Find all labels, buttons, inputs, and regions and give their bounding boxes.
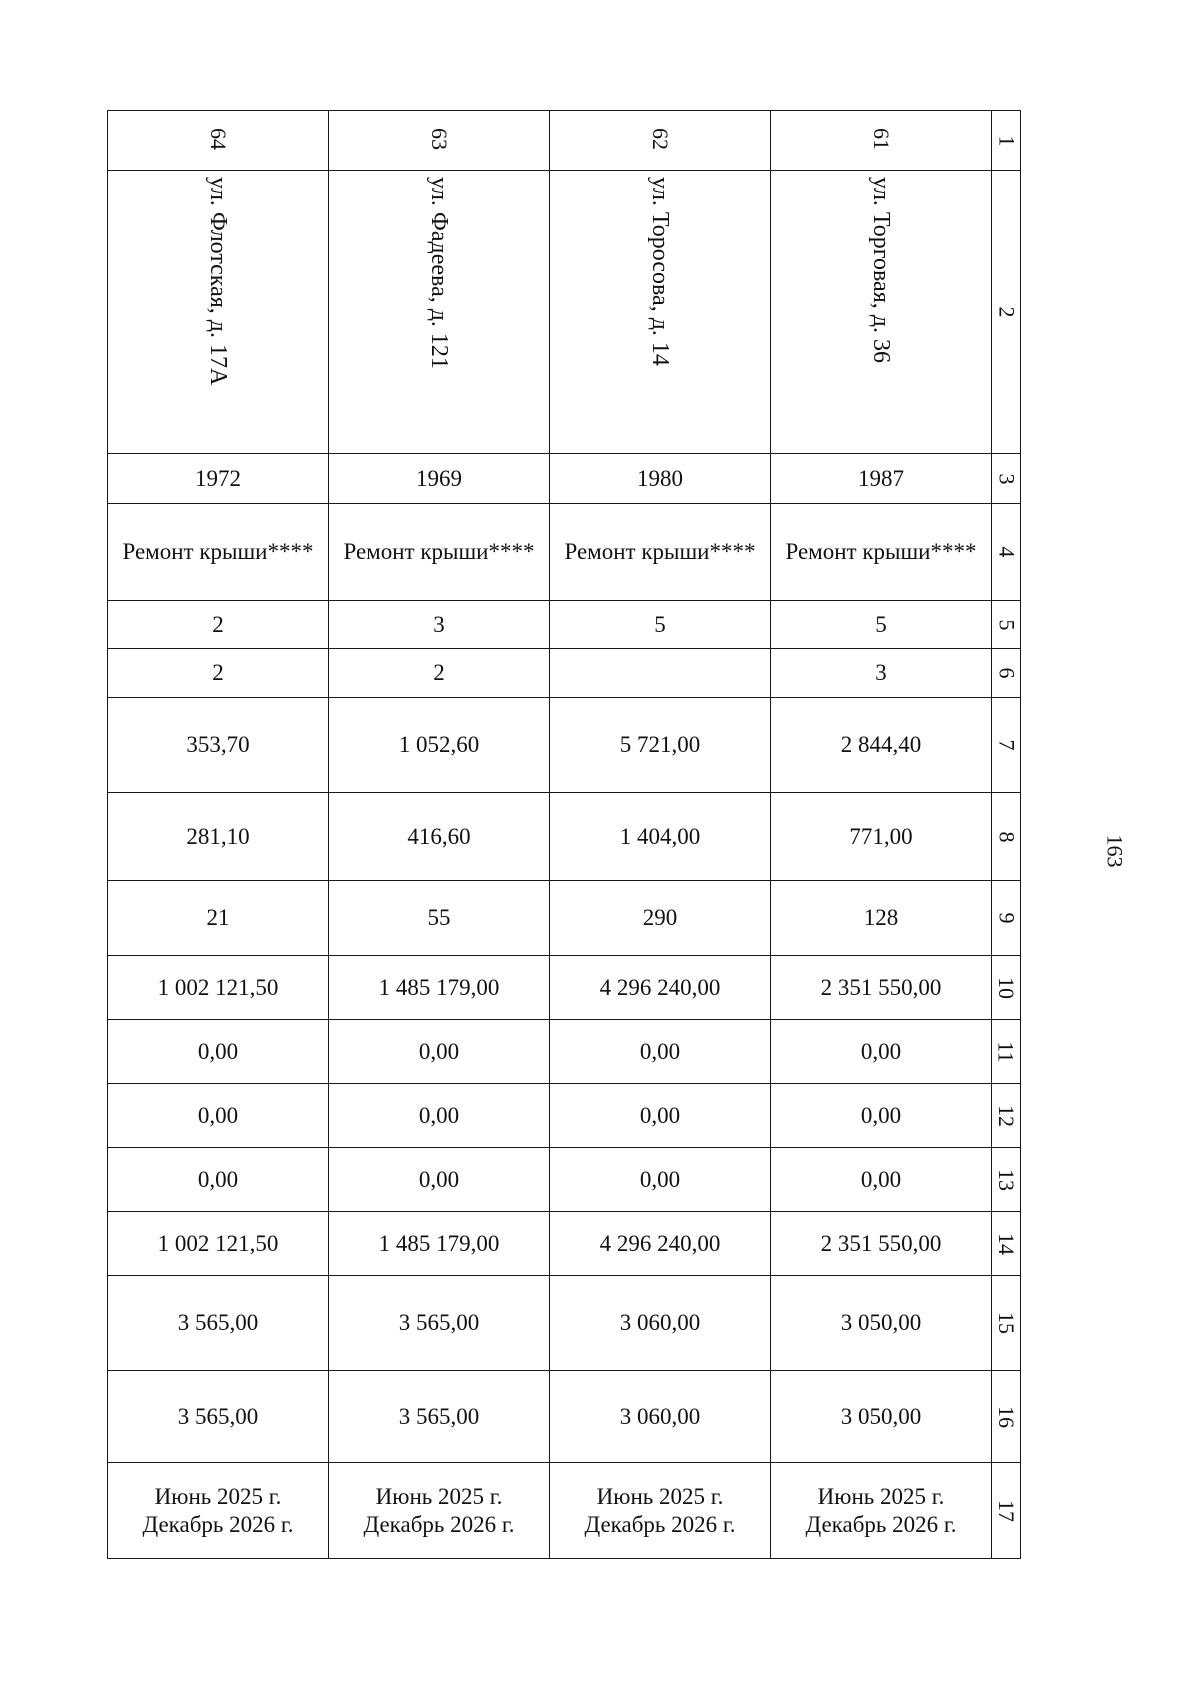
table-row <box>108 454 1021 504</box>
data-cell: 0,00 <box>771 1148 992 1212</box>
data-cell: 3 050,00 <box>771 1371 992 1463</box>
data-cell: 2 844,40 <box>771 698 992 793</box>
table-row <box>108 1020 1021 1084</box>
data-cell: 0,00 <box>771 1084 992 1148</box>
column-number-cell <box>992 601 1021 649</box>
period-cell <box>550 1463 771 1559</box>
address-text: ул. Торговая, д. 36 <box>868 177 894 363</box>
data-cell: 3 060,00 <box>550 1371 771 1463</box>
year-cell: 1972 <box>108 454 329 504</box>
record-number-cell <box>329 111 550 171</box>
repair-schedule-table <box>107 110 1021 1559</box>
column-number: 14 <box>994 1232 1019 1255</box>
column-number: 1 <box>994 135 1019 147</box>
data-cell: 0,00 <box>329 1020 550 1084</box>
period-end: Декабрь 2026 г. <box>584 1511 736 1537</box>
data-cell: 3 565,00 <box>329 1276 550 1371</box>
year-cell: 1980 <box>550 454 771 504</box>
table-row <box>108 1371 1021 1463</box>
table-row <box>108 111 1021 171</box>
column-number: 16 <box>994 1405 1019 1428</box>
address-cell <box>771 171 992 454</box>
table-row <box>108 1463 1021 1559</box>
data-cell: 3 <box>771 649 992 698</box>
table-row <box>108 1148 1021 1212</box>
data-cell: 5 <box>550 601 771 649</box>
address-text: ул. Торосова, д. 14 <box>647 177 673 366</box>
column-number: 6 <box>994 667 1019 679</box>
table-row <box>108 601 1021 649</box>
table-row <box>108 504 1021 601</box>
column-number: 7 <box>994 739 1019 751</box>
period-cell <box>108 1463 329 1559</box>
data-cell: 0,00 <box>329 1148 550 1212</box>
data-cell: 1 052,60 <box>329 698 550 793</box>
data-cell: 3 565,00 <box>329 1371 550 1463</box>
table-row <box>108 649 1021 698</box>
table-row <box>108 171 1021 454</box>
column-number: 2 <box>994 306 1019 318</box>
table-row <box>108 1212 1021 1276</box>
column-number: 12 <box>994 1104 1019 1127</box>
table-row <box>108 793 1021 881</box>
table-row <box>108 1084 1021 1148</box>
data-cell <box>550 649 771 698</box>
data-cell: 3 565,00 <box>108 1371 329 1463</box>
address-cell <box>108 171 329 454</box>
data-cell: 21 <box>108 881 329 956</box>
table-row <box>108 881 1021 956</box>
period-cell <box>329 1463 550 1559</box>
data-cell: 290 <box>550 881 771 956</box>
work-type-cell: Ремонт крыши**** <box>329 504 550 601</box>
year-cell: 1987 <box>771 454 992 504</box>
data-cell: 771,00 <box>771 793 992 881</box>
period-start: Июнь 2025 г. <box>154 1483 282 1509</box>
address-text: ул. Флотская, д. 17А <box>205 177 231 386</box>
column-number-cell <box>992 698 1021 793</box>
record-number: 63 <box>427 128 452 150</box>
data-cell: 128 <box>771 881 992 956</box>
column-number-cell <box>992 454 1021 504</box>
column-number: 13 <box>994 1168 1019 1191</box>
column-number: 10 <box>994 976 1019 999</box>
column-number: 5 <box>994 619 1019 631</box>
period-end: Декабрь 2026 г. <box>142 1511 294 1537</box>
data-cell: 3 <box>329 601 550 649</box>
record-number-cell <box>771 111 992 171</box>
record-number-cell <box>550 111 771 171</box>
data-cell: 281,10 <box>108 793 329 881</box>
data-cell: 2 <box>108 601 329 649</box>
data-cell: 1 485 179,00 <box>329 1212 550 1276</box>
column-number: 8 <box>994 831 1019 843</box>
record-number: 64 <box>206 128 231 150</box>
column-number: 9 <box>994 912 1019 924</box>
period-start: Июнь 2025 г. <box>375 1483 503 1509</box>
data-cell: 0,00 <box>550 1020 771 1084</box>
data-cell: 2 351 550,00 <box>771 956 992 1020</box>
data-cell: 2 351 550,00 <box>771 1212 992 1276</box>
column-number-cell <box>992 793 1021 881</box>
data-cell: 0,00 <box>550 1148 771 1212</box>
data-cell: 1 485 179,00 <box>329 956 550 1020</box>
column-number: 15 <box>994 1312 1019 1335</box>
address-text: ул. Фадеева, д. 121 <box>426 177 452 369</box>
data-cell: 416,60 <box>329 793 550 881</box>
data-cell: 4 296 240,00 <box>550 1212 771 1276</box>
work-type-cell: Ремонт крыши**** <box>108 504 329 601</box>
table-row <box>108 698 1021 793</box>
column-number-cell <box>992 1020 1021 1084</box>
data-cell: 353,70 <box>108 698 329 793</box>
data-cell: 0,00 <box>108 1148 329 1212</box>
column-number-cell <box>992 1276 1021 1371</box>
column-number-cell <box>992 649 1021 698</box>
data-cell: 1 002 121,50 <box>108 1212 329 1276</box>
year-cell: 1969 <box>329 454 550 504</box>
data-cell: 1 002 121,50 <box>108 956 329 1020</box>
data-cell: 3 565,00 <box>108 1276 329 1371</box>
column-number-cell <box>992 111 1021 171</box>
column-number-cell <box>992 1084 1021 1148</box>
period-end: Декабрь 2026 г. <box>363 1511 515 1537</box>
column-number-cell <box>992 1212 1021 1276</box>
address-cell <box>329 171 550 454</box>
column-number: 4 <box>994 546 1019 558</box>
column-number: 11 <box>994 1041 1019 1063</box>
column-number: 17 <box>994 1499 1019 1522</box>
data-cell: 1 404,00 <box>550 793 771 881</box>
period-end: Декабрь 2026 г. <box>805 1511 957 1537</box>
data-cell: 55 <box>329 881 550 956</box>
data-cell: 0,00 <box>108 1084 329 1148</box>
record-number: 61 <box>869 128 894 150</box>
data-cell: 3 050,00 <box>771 1276 992 1371</box>
data-cell: 4 296 240,00 <box>550 956 771 1020</box>
record-number: 62 <box>648 128 673 150</box>
data-cell: 0,00 <box>771 1020 992 1084</box>
column-number-cell <box>992 1148 1021 1212</box>
data-cell: 5 721,00 <box>550 698 771 793</box>
period-cell <box>771 1463 992 1559</box>
column-number-cell <box>992 171 1021 454</box>
period-start: Июнь 2025 г. <box>817 1483 945 1509</box>
address-cell <box>550 171 771 454</box>
data-cell: 3 060,00 <box>550 1276 771 1371</box>
data-cell: 5 <box>771 601 992 649</box>
column-number-cell <box>992 1371 1021 1463</box>
period-start: Июнь 2025 г. <box>596 1483 724 1509</box>
column-number: 3 <box>994 473 1019 485</box>
column-number-cell <box>992 1463 1021 1559</box>
data-cell: 0,00 <box>550 1084 771 1148</box>
page-number: 163 <box>1102 834 1128 868</box>
table-row <box>108 956 1021 1020</box>
data-cell: 2 <box>108 649 329 698</box>
work-type-cell: Ремонт крыши**** <box>550 504 771 601</box>
column-number-cell <box>992 956 1021 1020</box>
data-cell: 0,00 <box>108 1020 329 1084</box>
record-number-cell <box>108 111 329 171</box>
data-cell: 2 <box>329 649 550 698</box>
column-number-cell <box>992 881 1021 956</box>
table-row <box>108 1276 1021 1371</box>
column-number-cell <box>992 504 1021 601</box>
data-cell: 0,00 <box>329 1084 550 1148</box>
work-type-cell: Ремонт крыши**** <box>771 504 992 601</box>
